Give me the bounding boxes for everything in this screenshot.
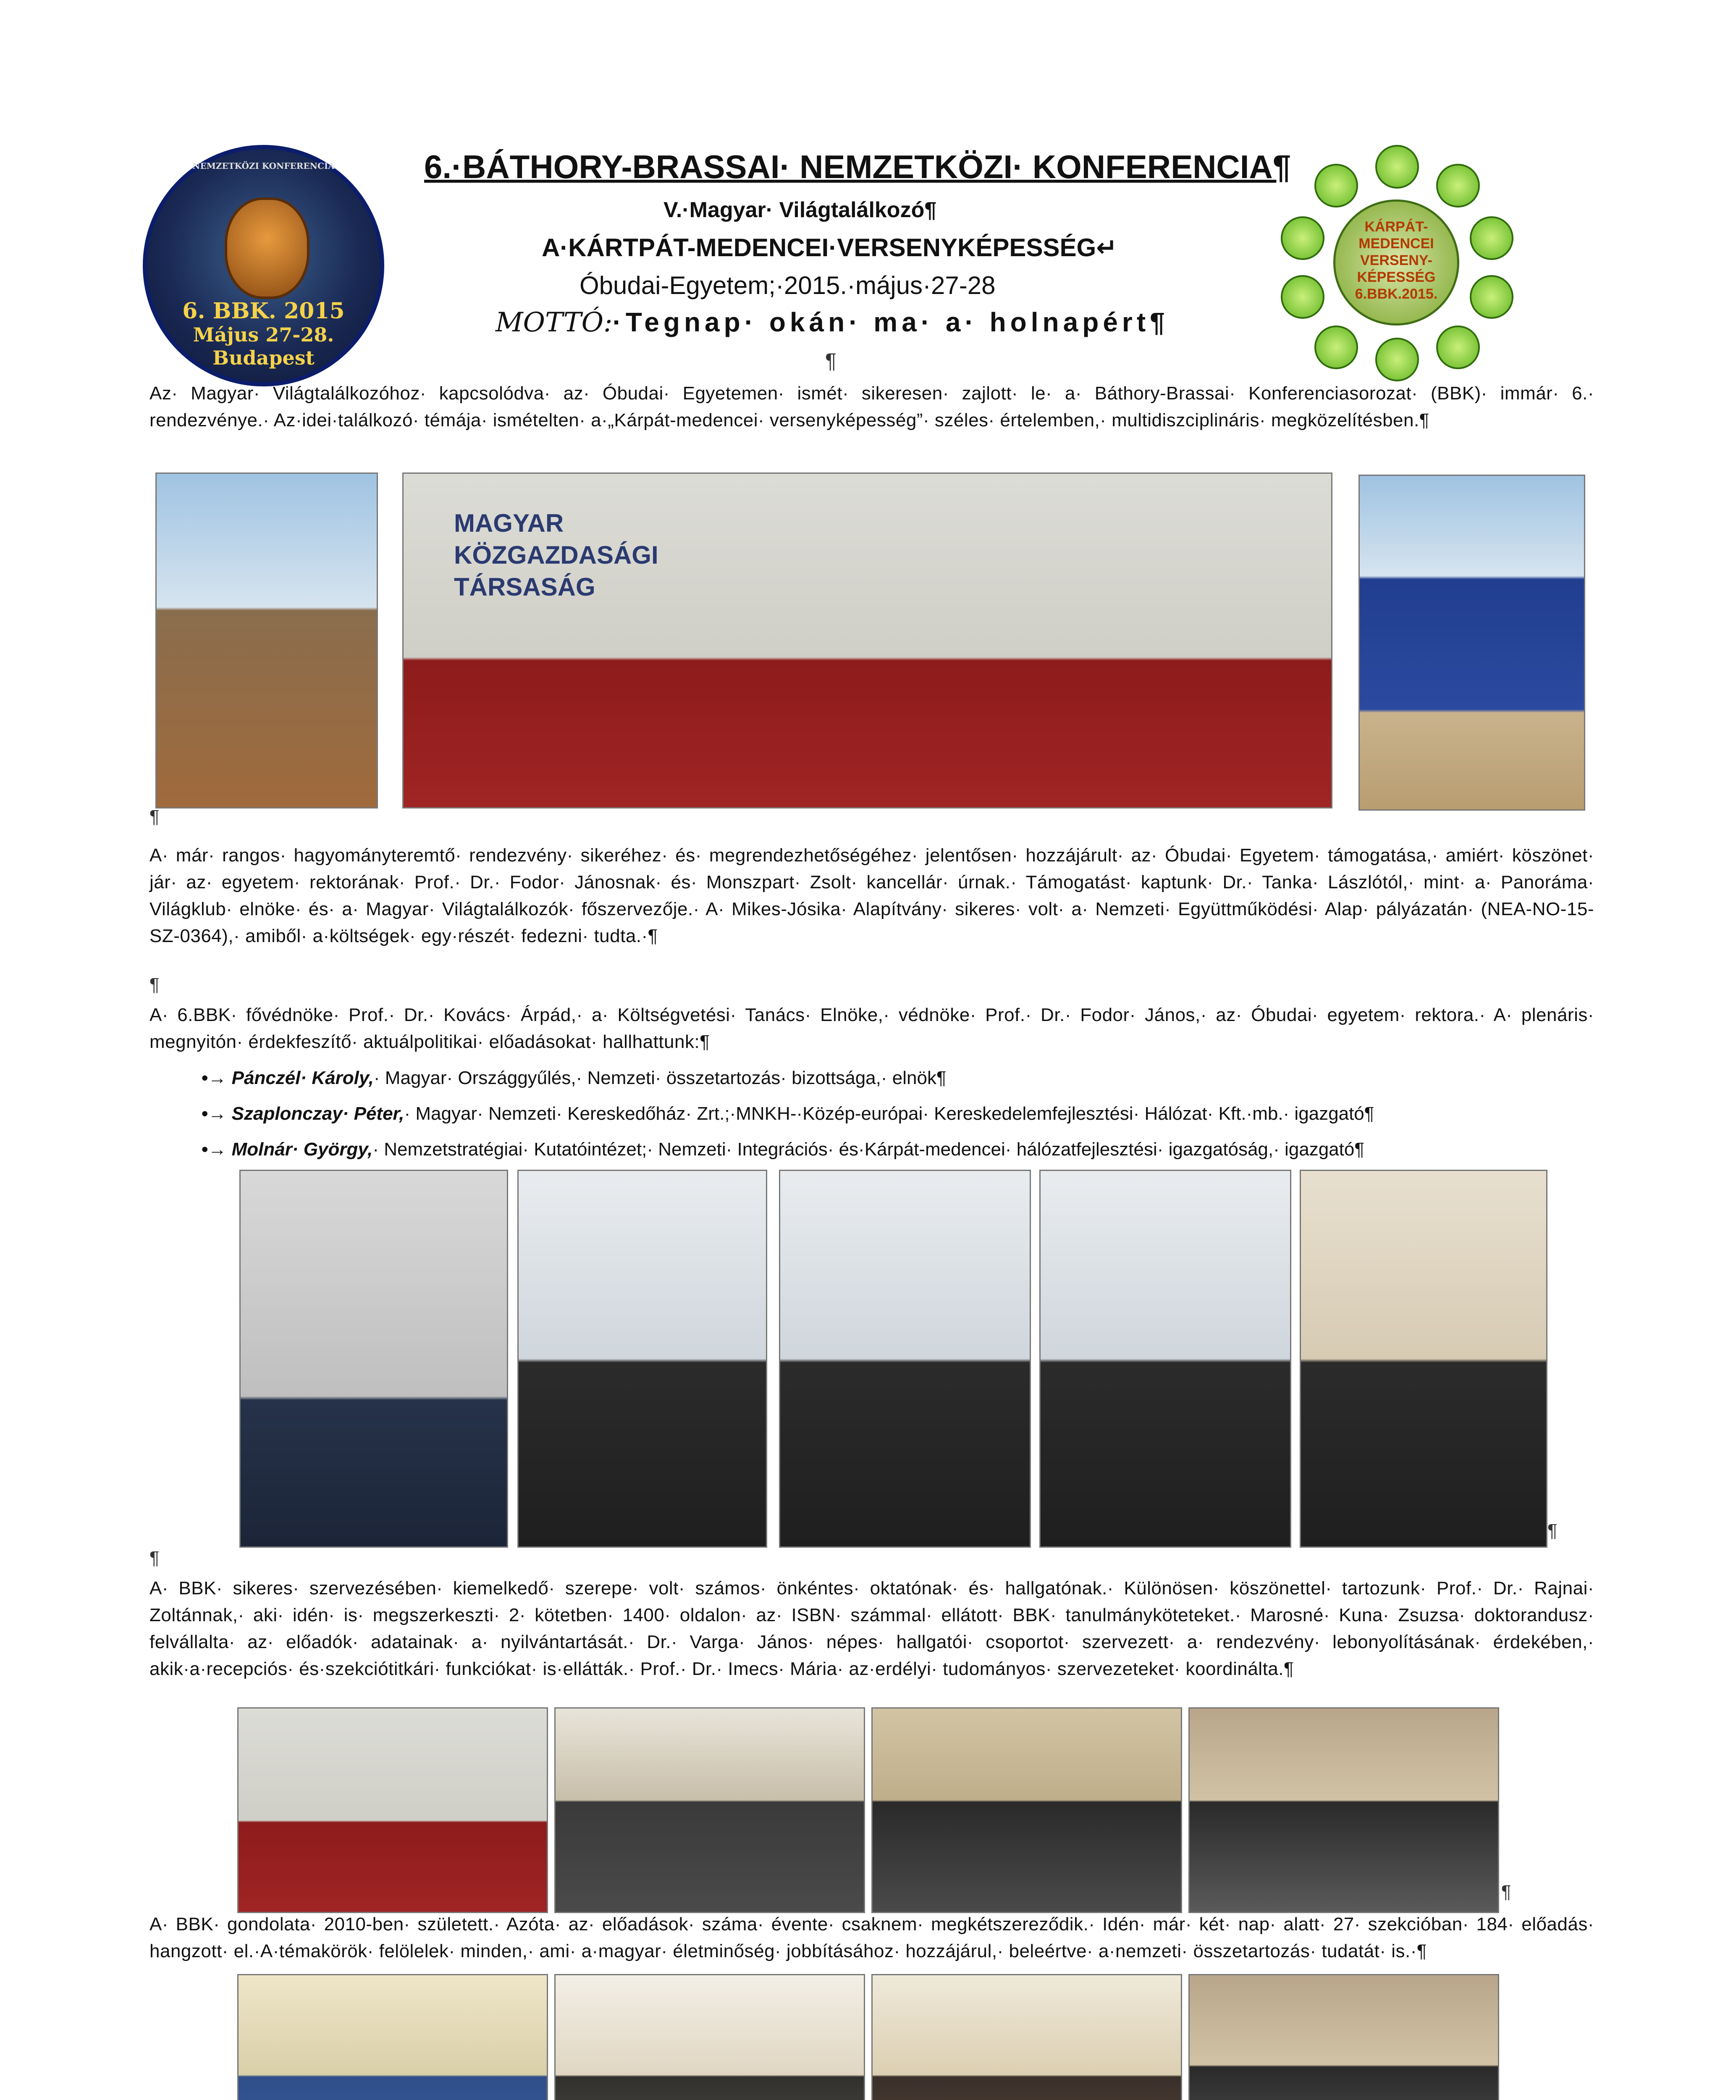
pilcrow: ¶ bbox=[1547, 1520, 1558, 1541]
logo-node bbox=[1436, 326, 1480, 369]
motto-label: MOTTÓ: bbox=[496, 307, 613, 338]
photo-street-group bbox=[1188, 1974, 1499, 2100]
document-title: 6.·BÁTHORY-BRASSAI· NEMZETKÖZI· KONFERENCIA¶ bbox=[424, 148, 1291, 185]
photo-eu-flag bbox=[1358, 475, 1585, 811]
logo-node bbox=[1281, 216, 1324, 260]
subtitle-world-meeting: V.·Magyar· Világtalálkozó¶ bbox=[663, 198, 937, 222]
panel-text bbox=[454, 507, 658, 603]
logo-core-line: KÉPESSÉG bbox=[1357, 269, 1436, 285]
photo-book-exhibition bbox=[237, 1974, 548, 2100]
subtitle-venue-date: Óbudai-Egyetem;·2015.·május·27-28 bbox=[580, 271, 996, 299]
speaker-role: · Nemzetstratégiai· Kutatóintézet;· Nemzeti· Integrációs· és·Kárpát-medencei· hálózatfejlesztési· igazgatóság,· igazgató¶ bbox=[372, 1139, 1364, 1160]
bullet-arrow-icon: •→ bbox=[202, 1103, 227, 1124]
competitiveness-logo-right bbox=[1272, 145, 1518, 378]
motto-text: ·Tegnap· okán· ma· a· holnapért¶ bbox=[612, 307, 1169, 337]
logo-node bbox=[1314, 164, 1358, 207]
logo-core-line: KÁRPÁT- bbox=[1364, 219, 1428, 235]
speaker-name: Molnár· György, bbox=[231, 1139, 373, 1160]
logo-core-line: 6.BBK.2015. bbox=[1355, 286, 1438, 302]
bullet-arrow-icon: •→ bbox=[202, 1068, 227, 1088]
beetle-emblem-icon bbox=[225, 197, 309, 299]
logo-node bbox=[1470, 275, 1513, 319]
patrons-paragraph: A· 6.BBK· fővédnöke· Prof.· Dr.· Kovács· Árpád,· a· Költségvetési· Tanács· Elnöke,· védnöke· Prof.· Dr.· Fodor· János,· az· Óbudai· egyetem· rektora.· A· plenáris· megnyitón· érdekfeszítő· aktuálpolitikai· előadásokat· hallhattunk:¶ bbox=[149, 1005, 1594, 1052]
logo-node bbox=[1281, 275, 1324, 319]
pilcrow: ¶ bbox=[149, 806, 160, 827]
subtitle-theme: A·KÁRTPÁT-MEDENCEI·VERSENYKÉPESSÉG↵ bbox=[542, 234, 1117, 262]
photo-speaker-5 bbox=[1300, 1170, 1547, 1548]
logo-core-line: VERSENY- bbox=[1360, 252, 1432, 268]
list-item bbox=[202, 1065, 947, 1092]
sponsors-paragraph: A· már· rangos· hagyományteremtő· rendezvény· sikeréhez· és· megrendezhetőségéhez· jelentősen· hozzájárult· az· Óbudai· Egyetem· támogatása,· amiért· köszönet· jár· az· egyetem· rektorának· Prof.· Dr.· Fodor· Jánosnak· és· Monszpart· Zsolt· kancellár· úrnak.· Támogatást· kaptunk· Dr.· Tanka· Lászlótól,· mint· a· Panoráma· Világklub· elnöke· és· a· Magyar· Világtalálkozók· főszervezője.· A· Mikes-Jósika· Alapítvány· sikeres· volt· a· Nemzeti· Együttműködési· Alap· pályázatán· (NEA-NO-15-SZ-0364),· amiből· a·költségek· egy·részét· fedezni· tudta.·¶ bbox=[149, 845, 1594, 946]
panel-text-line: KÖZGAZDASÁGI bbox=[454, 541, 658, 569]
logo-core-line: MEDENCEI bbox=[1358, 236, 1434, 252]
motto bbox=[496, 307, 1169, 338]
logo-node bbox=[1314, 326, 1358, 369]
photo-speaker-3 bbox=[779, 1170, 1031, 1548]
intro-paragraph: Az· Magyar· Világtalálkozóhoz· kapcsolódva· az· Óbudai· Egyetemen· ismét· sikeresen· zajlott· le· a· Báthory-Brassai· Konferenciasorozat· (BBK)· immár· 6.· rendezvénye.· Az·idei·találkozó· témája· ismételten· a·„Kárpát-medencei· versenyképesség”· széles· értelemben,· multidiszciplináris· megközelítésben.¶ bbox=[149, 383, 1594, 430]
panel-text-line: TÁRSASÁG bbox=[454, 573, 595, 601]
speaker-role: · Magyar· Országgyűlés,· Nemzeti· összetartozás· bizottsága,· elnök¶ bbox=[373, 1068, 947, 1088]
photo-courtyard-conversation bbox=[1188, 1707, 1499, 1913]
list-item bbox=[202, 1100, 1374, 1127]
logo-line-1: 6. BBK. 2015 bbox=[182, 298, 345, 324]
photo-speaker-2 bbox=[517, 1170, 767, 1548]
logo-core bbox=[1333, 200, 1459, 326]
photo-presidium-table bbox=[402, 472, 1332, 808]
pilcrow: ¶ bbox=[149, 974, 160, 995]
list-item bbox=[202, 1136, 1364, 1163]
logo-node bbox=[1436, 164, 1480, 207]
pilcrow: ¶ bbox=[149, 1548, 160, 1568]
history-paragraph: A· BBK· gondolata· 2010-ben· született.· Azóta· az· előadások· száma· évente· csaknem· megkétszereződik.· Idén· már· két· nap· alatt· 27· szekcióban· 184· előadás· hangzott· el.·A·témakörök· felölelek· minden,· ami· a·magyar· életminőség· jobbításához· hozzájárul,· beleértve· a·nemzeti· összetartozás· tudatát· is.·¶ bbox=[149, 1914, 1594, 1961]
logo-line-3: Budapest bbox=[212, 346, 315, 369]
conference-logo-left bbox=[143, 145, 384, 386]
logo-line-2: Május 27-28. bbox=[193, 323, 334, 346]
photo-participants-group bbox=[554, 1707, 865, 1913]
panel-text-line: MAGYAR bbox=[454, 509, 564, 537]
speaker-name: Szaplonczay· Péter, bbox=[231, 1103, 404, 1124]
logo-node bbox=[1375, 145, 1419, 189]
bullet-arrow-icon: •→ bbox=[202, 1139, 227, 1160]
photo-speaker-4 bbox=[1039, 1170, 1291, 1548]
logo-node bbox=[1375, 338, 1419, 381]
speaker-role: · Magyar· Nemzeti· Kereskedőház· Zrt.;·MNKH-·Közép-európai· Kereskedelemfejlesztési· Hálózat· Kft.·mb.· igazgató¶ bbox=[404, 1103, 1374, 1124]
photo-speaker-1 bbox=[239, 1170, 508, 1548]
photo-section-presentation bbox=[871, 1974, 1182, 2100]
photo-organizers-group bbox=[871, 1707, 1182, 1913]
pilcrow: ¶ bbox=[825, 349, 837, 373]
pilcrow: ¶ bbox=[1501, 1882, 1511, 1902]
photo-lecture-hall bbox=[237, 1707, 548, 1913]
logo-banner-text: NEMZETKÖZI KONFERENCIA bbox=[192, 161, 335, 171]
speaker-name: Pánczél· Károly, bbox=[231, 1068, 374, 1088]
photo-section-group bbox=[554, 1974, 865, 2100]
logo-node bbox=[1470, 216, 1513, 260]
organizers-paragraph: A· BBK· sikeres· szervezésében· kiemelkedő· szerepe· volt· számos· önkéntes· oktatónak· és· hallgatónak.· Különösen· köszönettel· tartozunk· Prof.· Dr.· Rajnai· Zoltánnak,· aki· idén· is· megszerkeszti· 2· kötetben· 1400· oldalon· az· ISBN· számmal· ellátott· BBK· tanulmányköteteket.· Marosné· Kuna· Zsuzsa· doktorandusz· felvállalta· az· előadók· adatainak· a· nyilvántartását.· Dr.· Varga· János· népes· hallgatói· csoportot· szervezett· a· rendezvény· lebonyolításának· érdekében,· akik·a·recepciós· és·szekciótitkári· funkciókat· is·ellátták.· Prof.· Dr.· Imecs· Mária· az·erdélyi· tudományos· szervezeteket· koordinálta.¶ bbox=[149, 1578, 1594, 1679]
photo-hungarian-flag bbox=[155, 472, 378, 808]
